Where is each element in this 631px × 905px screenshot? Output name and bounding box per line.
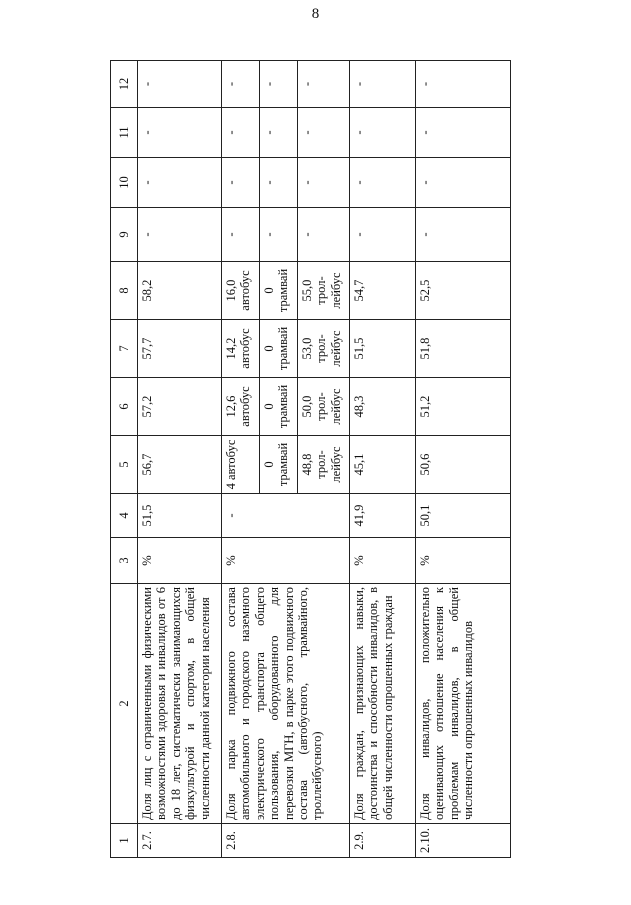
value-cell: - <box>260 61 298 108</box>
row-number: 2.8. <box>222 824 350 858</box>
value-cell: - <box>350 61 416 108</box>
value-cell: 0 трамвай <box>260 320 298 378</box>
value-cell: 51,5 <box>138 494 222 538</box>
value-cell: - <box>138 208 222 262</box>
value-cell: - <box>138 61 222 108</box>
unit-cell: % <box>222 538 350 584</box>
value-cell: 48,3 <box>350 378 416 436</box>
value-cell: 52,5 <box>416 262 511 320</box>
value-cell: 56,7 <box>138 436 222 494</box>
value-cell: - <box>416 208 511 262</box>
value-cell: - <box>222 108 260 158</box>
header-cell: 6 <box>111 378 138 436</box>
indicators-table <box>110 60 511 858</box>
value-cell: 50,6 <box>416 436 511 494</box>
value-cell: - <box>350 208 416 262</box>
header-cell: 2 <box>111 584 138 824</box>
unit-cell: % <box>416 538 511 584</box>
value-cell: - <box>260 208 298 262</box>
value-cell: - <box>222 158 260 208</box>
value-cell: 45,1 <box>350 436 416 494</box>
indicator-name: Доля парка подвижного состава автомобильного и городского наземного электрического транспорта общего пользования, оборудованного для перевозки МГН, в парке этого подвижного состава (автобусного, трамвайного, троллейбусного) <box>222 584 350 824</box>
value-cell: - <box>138 158 222 208</box>
row-number: 2.10. <box>416 824 511 858</box>
row-number: 2.9. <box>350 824 416 858</box>
indicator-name: Доля лиц с ограниченными физическими возможностями здоровья и инвалидов от 6 до 18 лет, систематически занимающихся физкультурой и спортом, в общей численности данной категории населения <box>138 584 222 824</box>
value-cell: 50,0 трол-лейбус <box>298 378 350 436</box>
table-row <box>138 61 222 858</box>
value-cell: 53,0 трол-лейбус <box>298 320 350 378</box>
header-cell: 11 <box>111 108 138 158</box>
value-cell: 14,2 автобус <box>222 320 260 378</box>
value-cell: 4 автобус <box>222 436 260 494</box>
value-cell: - <box>416 158 511 208</box>
indicator-name: Доля граждан, признающих навыки, достоинства и способности инвалидов, в общей численности опрошенных граждан <box>350 584 416 824</box>
value-cell: 54,7 <box>350 262 416 320</box>
value-cell: 48,8 трол-лейбус <box>298 436 350 494</box>
header-cell: 4 <box>111 494 138 538</box>
value-cell: - <box>222 494 350 538</box>
value-cell: 51,8 <box>416 320 511 378</box>
value-cell: 57,7 <box>138 320 222 378</box>
value-cell: - <box>298 158 350 208</box>
header-cell: 9 <box>111 208 138 262</box>
header-row <box>111 61 138 858</box>
page-number: 8 <box>311 6 320 22</box>
value-cell: - <box>222 208 260 262</box>
value-cell: 0 трамвай <box>260 436 298 494</box>
value-cell: - <box>260 108 298 158</box>
value-cell: 55,0 трол-лейбус <box>298 262 350 320</box>
unit-cell: % <box>350 538 416 584</box>
row-number: 2.7. <box>138 824 222 858</box>
value-cell: 0 трамвай <box>260 378 298 436</box>
header-cell: 3 <box>111 538 138 584</box>
header-cell: 10 <box>111 158 138 208</box>
header-cell: 1 <box>111 824 138 858</box>
header-cell: 5 <box>111 436 138 494</box>
value-cell: - <box>260 158 298 208</box>
value-cell: 12,6 автобус <box>222 378 260 436</box>
value-cell: - <box>222 61 260 108</box>
rotated-table-container <box>110 61 511 858</box>
unit-cell: % <box>138 538 222 584</box>
value-cell: - <box>138 108 222 158</box>
value-cell: - <box>298 108 350 158</box>
header-cell: 12 <box>111 61 138 108</box>
value-cell: 51,2 <box>416 378 511 436</box>
table-row <box>350 61 416 858</box>
value-cell: 50,1 <box>416 494 511 538</box>
value-cell: - <box>298 61 350 108</box>
value-cell: 58,2 <box>138 262 222 320</box>
header-cell: 7 <box>111 320 138 378</box>
value-cell: - <box>298 208 350 262</box>
value-cell: 16,0 автобус <box>222 262 260 320</box>
value-cell: 41,9 <box>350 494 416 538</box>
value-cell: 0 трамвай <box>260 262 298 320</box>
value-cell: 57,2 <box>138 378 222 436</box>
value-cell: - <box>350 108 416 158</box>
header-cell: 8 <box>111 262 138 320</box>
value-cell: 51,5 <box>350 320 416 378</box>
table-row <box>416 61 511 858</box>
value-cell: - <box>350 158 416 208</box>
indicator-name: Доля инвалидов, положительно оценивающих отношение населения к проблемам инвалидов, в общей численности опрошенных инвалидов <box>416 584 511 824</box>
value-cell: - <box>416 61 511 108</box>
value-cell: - <box>416 108 511 158</box>
table-row <box>222 61 260 858</box>
